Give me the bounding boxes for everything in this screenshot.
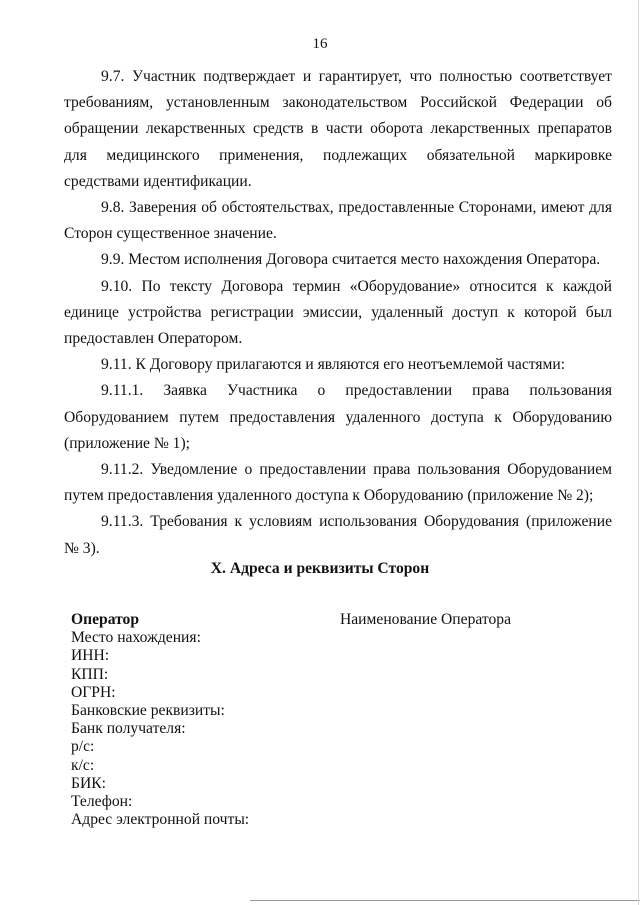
clause-9-9: 9.9. Местом исполнения Договора считается место нахождения Оператора. <box>101 251 601 269</box>
contract-body <box>64 64 612 562</box>
requisite-kpp: КПП: <box>71 665 109 683</box>
clause-9-11: 9.11. К Договору прилагаются и являются его неотъемлемой частями: <box>101 356 566 374</box>
clause-9-11-1: 9.11.1. Заявка Участника о предоставлении права пользования Оборудованием путем предоставления удаленного доступа к Оборудованию (приложение № 1); <box>64 382 612 452</box>
clause-9-11-3: 9.11.3. Требования к условиям использования Оборудования (приложение № 3). <box>64 513 612 557</box>
operator-requisites <box>71 611 249 829</box>
requisite-address: Место нахождения: <box>71 629 201 647</box>
scan-edge-line <box>250 900 640 901</box>
requisite-ogrn: ОГРН: <box>71 683 116 701</box>
clause-9-10: 9.10. По тексту Договора термин «Оборудование» относится к каждой единице устройства регистрации эмиссии, удаленный доступ к которой был предоставлен Оператором. <box>64 277 612 348</box>
requisite-email: Адрес электронной почты: <box>71 811 250 829</box>
requisite-inn: ИНН: <box>71 647 110 665</box>
section-heading: X. Адреса и реквизиты Сторон <box>210 560 430 577</box>
scan-edge-right <box>638 0 639 905</box>
requisite-beneficiary-bank: Банк получателя: <box>71 720 186 738</box>
requisite-correspondent-account: к/с: <box>71 756 95 774</box>
requisite-settlement-account: р/с: <box>71 738 95 756</box>
clause-9-7: 9.7. Участник подтверждает и гарантирует, что полностью соответствует требованиям, установленным законодательством Российской Федерации об обращении лекарственных средств в части оборота лекарственных препаратов для медицинского применения, подлежащих обязательной маркировке средствами идентификации. <box>64 68 612 190</box>
requisite-bik: БИК: <box>71 774 106 792</box>
operator-title: Оператор <box>71 611 140 628</box>
clause-9-8: 9.8. Заверения об обстоятельствах, предоставленные Сторонами, имеют для Сторон существенное значение. <box>64 199 612 243</box>
operator-name: Наименование Оператора <box>340 611 512 628</box>
page-number: 16 <box>312 36 328 52</box>
clause-9-11-2: 9.11.2. Уведомление о предоставлении права пользования Оборудованием путем предоставления удаленного доступа к Оборудованию (приложение № 2); <box>64 461 612 505</box>
requisite-bank-details: Банковские реквизиты: <box>71 702 225 720</box>
requisite-phone: Телефон: <box>71 793 133 811</box>
